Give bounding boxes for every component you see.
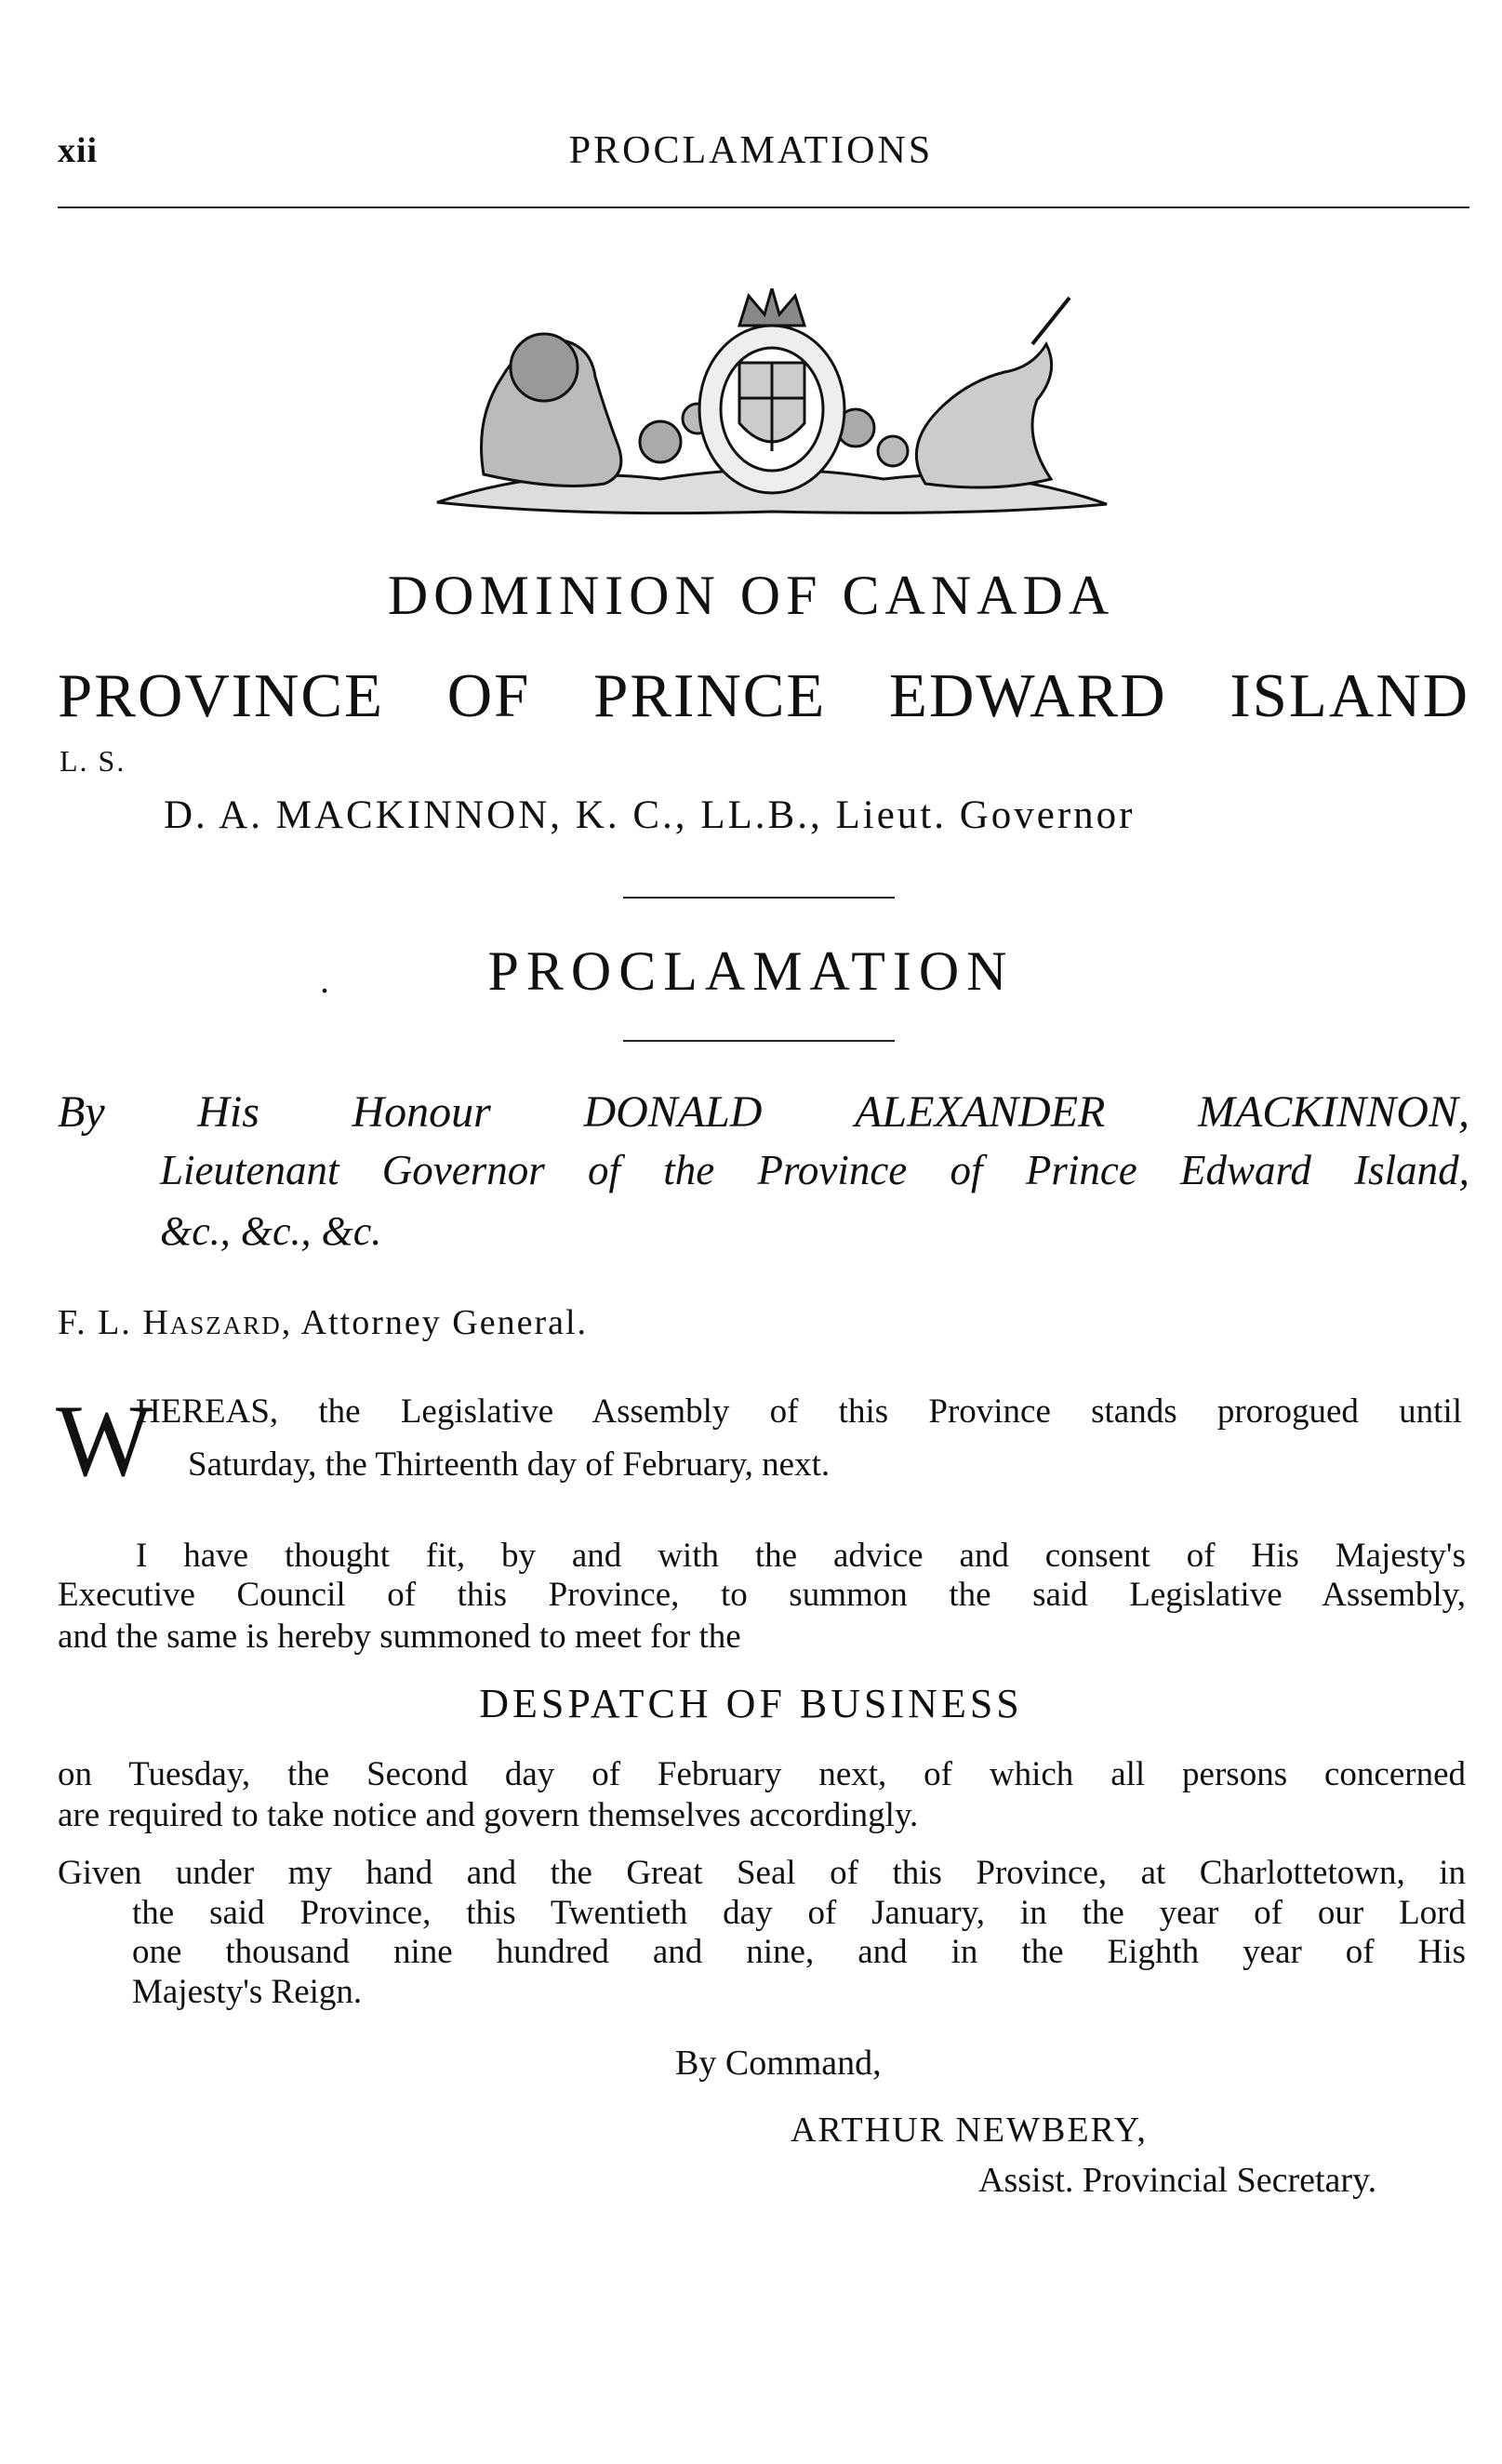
proclamation-heading: PROCLAMATION xyxy=(487,940,1015,1002)
royal-coat-of-arms-icon xyxy=(419,288,1125,530)
notice-line-2: are required to take notice and govern themselves accordingly. xyxy=(58,1796,919,1834)
despatch-heading: DESPATCH OF BUSINESS xyxy=(479,1681,1023,1726)
stray-mark: . xyxy=(320,959,329,1001)
whereas-line-2: Saturday, the Thirteenth day of February, next. xyxy=(188,1445,831,1484)
seal-mark: L. S. xyxy=(60,744,126,778)
byline-word: By xyxy=(58,1087,105,1137)
given-paragraph xyxy=(58,1854,1466,1893)
signatory-title: Assist. Provincial Secretary. xyxy=(978,2161,1377,2200)
header-rule xyxy=(58,206,1469,208)
province-word: OF xyxy=(446,661,531,730)
byline-word: MACKINNON, xyxy=(1197,1087,1469,1137)
province-word: PROVINCE xyxy=(58,661,385,730)
running-title: PROCLAMATIONS xyxy=(568,129,934,172)
text-line: one thousand nine hundred and nine, and in the Eighth year of His xyxy=(132,1933,1466,1971)
text-line: I have thought fit, by and with the advice and consent of His Majesty's xyxy=(136,1537,1466,1575)
attorney-initials: F. L. xyxy=(58,1303,132,1342)
text-line: HEREAS, the Legislative Assembly of this Province stands prorogued until xyxy=(136,1392,1462,1431)
drop-cap: W xyxy=(56,1384,153,1498)
attorney-surname: Haszard xyxy=(142,1303,282,1342)
dominion-heading: DOMINION OF CANADA xyxy=(387,565,1115,626)
byline-word: of xyxy=(587,1147,620,1193)
byline-word: of xyxy=(950,1147,983,1193)
byline-word: Island, xyxy=(1354,1147,1469,1193)
byline-word: Governor xyxy=(381,1147,545,1193)
notice-paragraph xyxy=(58,1755,1466,1794)
byline-word: ALEXANDER xyxy=(855,1087,1106,1137)
summons-line-3: and the same is hereby summoned to meet for the xyxy=(58,1618,741,1656)
byline-word: Province xyxy=(757,1147,908,1193)
governor-line: D. A. MACKINNON, K. C., LL.B., Lieut. Governor xyxy=(164,793,1136,837)
province-word: ISLAND xyxy=(1230,661,1469,730)
byline-word: Prince xyxy=(1025,1147,1137,1193)
attorney-title: , Attorney General. xyxy=(281,1303,589,1342)
byline-word: the xyxy=(663,1147,715,1193)
byline-word: Honour xyxy=(352,1087,491,1137)
byline-line-1 xyxy=(58,1086,1469,1138)
given-line-4: Majesty's Reign. xyxy=(132,1973,363,2011)
text-line: the said Province, this Twentieth day of January, in the year of our Lord xyxy=(132,1894,1466,1932)
short-rule-upper xyxy=(623,897,895,899)
byline-word: His xyxy=(197,1087,259,1137)
text-line: Executive Council of this Province, to summon the said Legislative Assembly, xyxy=(58,1576,1466,1614)
signatory-name: ARTHUR NEWBERY, xyxy=(791,2111,1148,2150)
byline-word: DONALD xyxy=(583,1087,763,1137)
province-word: PRINCE xyxy=(593,661,827,730)
attorney-general-line xyxy=(58,1302,588,1343)
by-command: By Command, xyxy=(675,2044,882,2083)
short-rule-lower xyxy=(623,1040,895,1042)
province-heading xyxy=(58,660,1469,732)
summons-paragraph xyxy=(58,1537,1466,1615)
text-line: on Tuesday, the Second day of February next, of which all persons concerned xyxy=(58,1755,1466,1793)
given-paragraph-cont xyxy=(132,1894,1466,1972)
byline-line-2 xyxy=(160,1146,1469,1194)
whereas-paragraph xyxy=(136,1392,1462,1432)
byline-line-3: &c., &c., &c. xyxy=(160,1208,382,1254)
byline-word: Lieutenant xyxy=(160,1147,339,1193)
province-word: EDWARD xyxy=(889,661,1167,730)
byline-word: Edward xyxy=(1180,1147,1311,1193)
text-line: Given under my hand and the Great Seal of this Province, at Charlottetown, in xyxy=(58,1854,1466,1892)
page-number: xii xyxy=(58,131,99,170)
